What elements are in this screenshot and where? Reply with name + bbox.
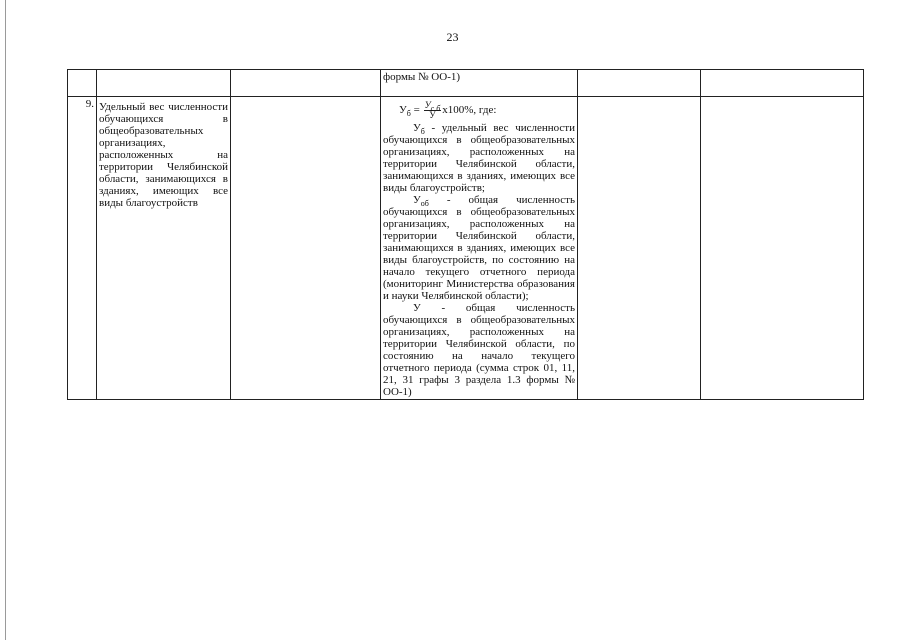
row-number: 9. [68,97,97,400]
cell-empty [231,97,381,400]
indicators-table [67,69,864,400]
page-number: 23 [446,30,459,44]
formula-cell [381,97,578,400]
cell-empty [97,70,231,97]
formula: $У_б$ = $\frac{Ус.б}{У}$ x100%, где: [399,100,497,120]
formula-fraction: $\frac{Ус.б}{У}$ [424,100,441,120]
cell-empty [578,97,701,400]
cell-empty [231,70,381,97]
definition-item: $У_б$ - удельный вес численности обучающихся в общеобразовательных организациях, расположенных на территории Челябинской области, занимающихся в зданиях, имеющих все виды благоустройств; [383,122,575,194]
cell-empty [701,97,864,400]
page-left-edge [5,0,6,640]
table-row-continuation [68,70,864,97]
cell-continuation-text: формы № ОО-1) [381,70,578,97]
cell-empty [68,70,97,97]
indicator-name: Удельный вес численности обучающихся в общеобразовательных организациях, расположенных на территории Челябинской области, занимающихся в зданиях, имеющих все виды благоустройств [97,97,231,400]
table-row-9 [68,97,864,400]
definition-item: $У_{об}$ - общая численность обучающихся в общеобразовательных организациях, расположенных на территории Челябинской области, занимающихся в зданиях, имеющих все виды благоустройств, по состоянию на начало текущего отчетного периода (мониторинг Министерства образования и науки Челябинской области); [383,194,575,302]
cell-empty [701,70,864,97]
cell-empty [578,70,701,97]
definition-item: У - общая численность обучающихся в общеобразовательных организациях, расположенных на территории Челябинской области, по состоянию на начало текущего отчетного периода (сумма строк 01, 11, 21, 31 графы 3 раздела 1.3 формы № ОО-1) [383,302,575,398]
